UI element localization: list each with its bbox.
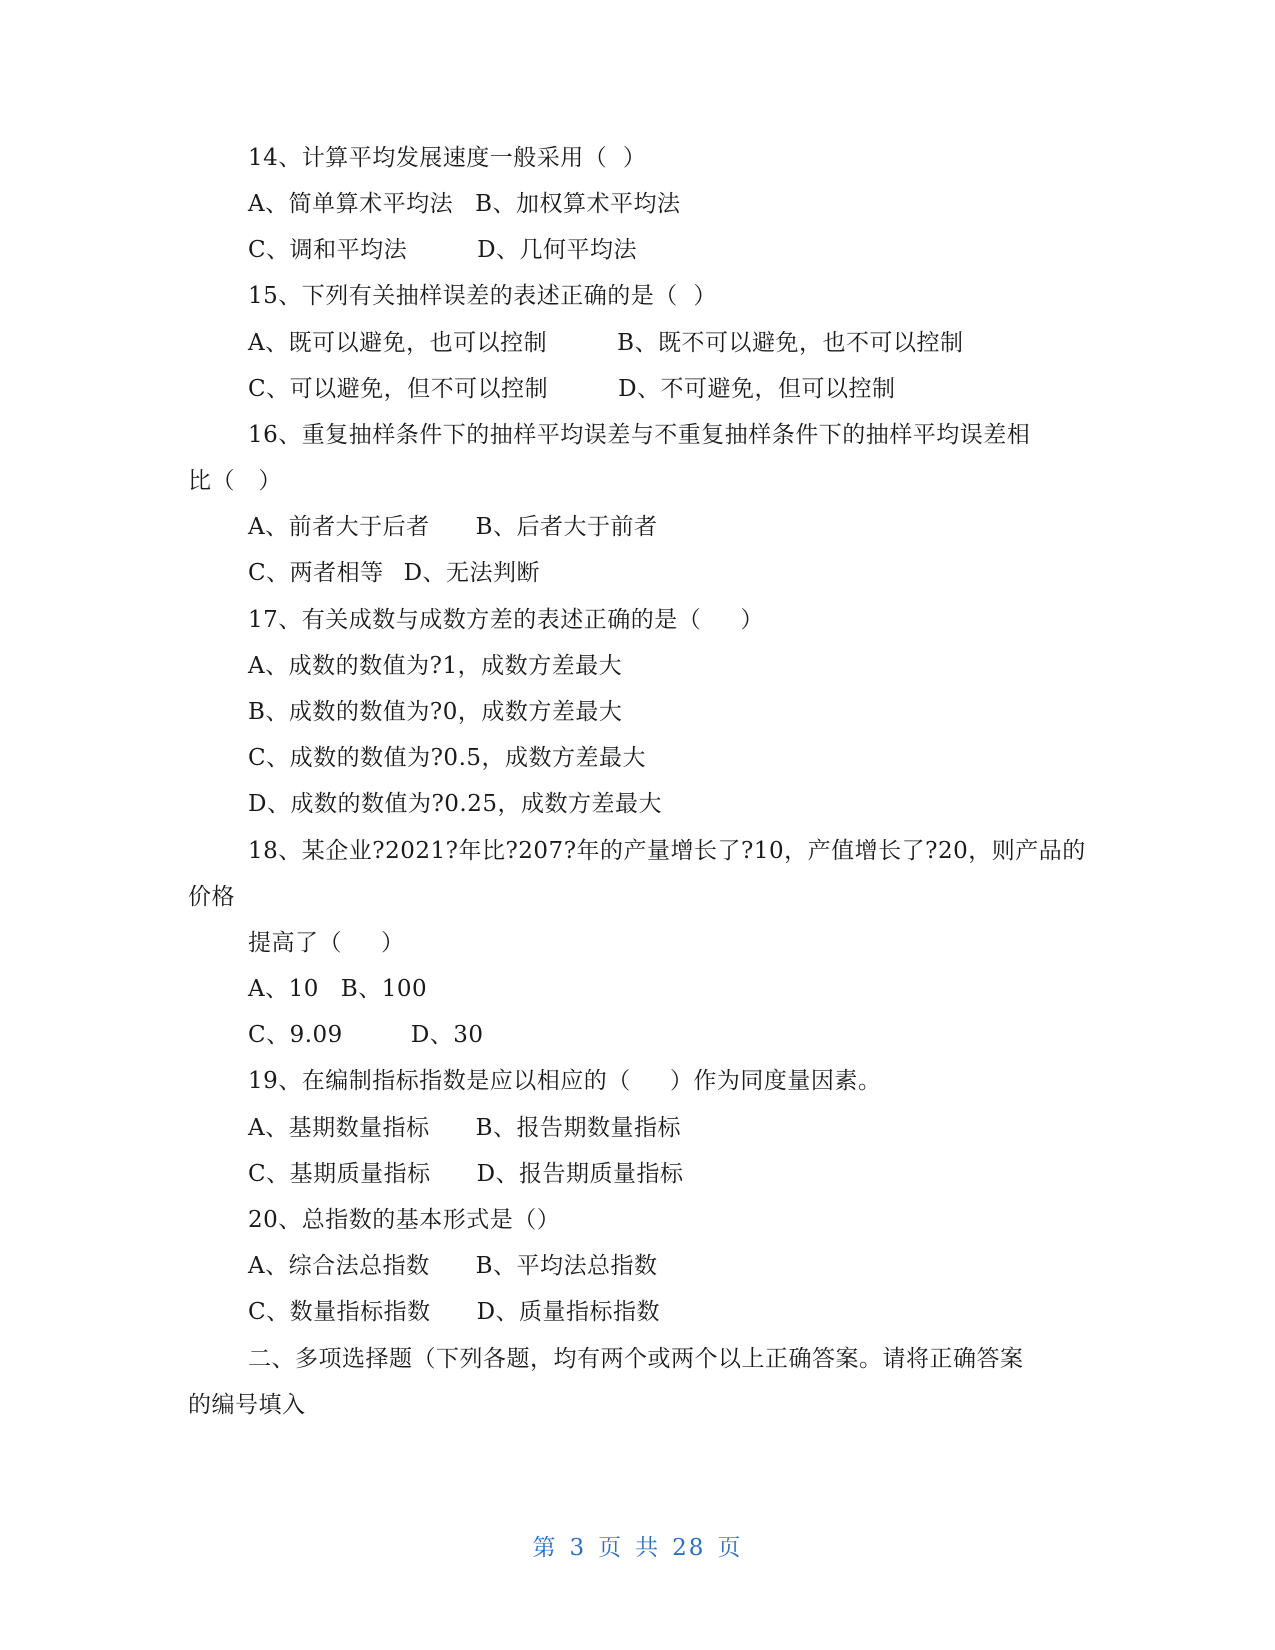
section-2-heading-continued: 的编号填入 — [188, 1392, 306, 1418]
question-16-stem: 16、重复抽样条件下的抽样平均误差与不重复抽样条件下的抽样平均误差相 — [248, 422, 1031, 448]
question-16-option-c: C、两者相等 — [248, 560, 384, 586]
question-16-options-row1 — [248, 512, 658, 542]
question-17-option-d: D、成数的数值为?0.25，成数方差最大 — [248, 791, 662, 817]
question-14-option-b: B、加权算术平均法 — [475, 191, 681, 217]
question-18-options-row2 — [248, 1020, 484, 1050]
question-16-options-row2 — [248, 558, 540, 588]
footer-word-di: 第 — [532, 1535, 558, 1561]
question-14-option-d: D、几何平均法 — [477, 237, 638, 263]
footer-word-ye: 页 — [598, 1535, 624, 1561]
question-18-stem-line3: 提高了（ ） — [248, 930, 405, 956]
footer-page-number: 3 — [569, 1535, 587, 1561]
question-15-stem: 15、下列有关抽样误差的表述正确的是（ ） — [248, 283, 717, 309]
footer-word-ye-2: 页 — [717, 1535, 743, 1561]
question-16-option-d: D、无法判断 — [403, 560, 541, 586]
question-15-option-a: A、既可以避免，也可以控制 — [248, 330, 548, 356]
question-18-option-a: A、10 — [248, 976, 319, 1002]
question-20-options-row2 — [248, 1297, 660, 1327]
footer-total-pages: 28 — [672, 1535, 706, 1561]
question-20-option-c: C、数量指标指数 — [248, 1299, 431, 1325]
question-19-options-row2 — [248, 1159, 684, 1189]
section-2-heading: 二、多项选择题（下列各题，均有两个或两个以上正确答案。请将正确答案 — [248, 1346, 1024, 1372]
question-19-option-d: D、报告期质量指标 — [476, 1161, 684, 1187]
question-20-option-b: B、平均法总指数 — [475, 1253, 658, 1279]
question-15-option-c: C、可以避免，但不可以控制 — [248, 376, 549, 402]
question-15-option-d: D、不可避免，但可以控制 — [618, 376, 896, 402]
question-20-options-row1 — [248, 1251, 658, 1281]
question-16-option-a: A、前者大于后者 — [248, 514, 430, 540]
question-19-option-a: A、基期数量指标 — [248, 1115, 430, 1141]
question-14-option-c: C、调和平均法 — [248, 237, 408, 263]
question-17-option-c: C、成数的数值为?0.5，成数方差最大 — [248, 745, 647, 771]
question-19-options-row1 — [248, 1113, 681, 1143]
question-14-options-row1 — [248, 189, 681, 219]
question-15-options-row1 — [248, 328, 964, 358]
question-17-stem: 17、有关成数与成数方差的表述正确的是（ ） — [248, 607, 764, 633]
question-17-option-a: A、成数的数值为?1，成数方差最大 — [248, 653, 623, 679]
question-16-option-b: B、后者大于前者 — [475, 514, 658, 540]
question-18-option-b: B、100 — [340, 976, 428, 1002]
question-20-option-d: D、质量指标指数 — [476, 1299, 661, 1325]
question-14-options-row2 — [248, 235, 637, 265]
question-18-option-d: D、30 — [410, 1022, 484, 1048]
question-20-stem: 20、总指数的基本形式是（） — [248, 1207, 561, 1233]
question-19-stem: 19、在编制指标指数是应以相应的（ ）作为同度量因素。 — [248, 1068, 882, 1094]
question-18-options-row1 — [248, 974, 427, 1004]
question-15-option-b: B、既不可以避免，也不可以控制 — [617, 330, 964, 356]
question-15-options-row2 — [248, 374, 896, 404]
question-18-stem-continued: 价格 — [188, 884, 235, 910]
question-20-option-a: A、综合法总指数 — [248, 1253, 430, 1279]
footer-word-gong: 共 — [635, 1535, 661, 1561]
page-footer — [0, 1533, 1275, 1563]
question-18-stem: 18、某企业?2021?年比?207?年的产量增长了?10，产值增长了?20，则产品的 — [248, 838, 1086, 864]
question-19-option-b: B、报告期数量指标 — [475, 1115, 682, 1141]
question-19-option-c: C、基期质量指标 — [248, 1161, 431, 1187]
question-16-stem-continued: 比（ ） — [188, 468, 282, 494]
question-18-option-c: C、9.09 — [248, 1022, 343, 1048]
question-17-option-b: B、成数的数值为?0，成数方差最大 — [248, 699, 623, 725]
question-14-stem: 14、计算平均发展速度一般采用（ ） — [248, 145, 647, 171]
question-14-option-a: A、简单算术平均法 — [248, 191, 454, 217]
